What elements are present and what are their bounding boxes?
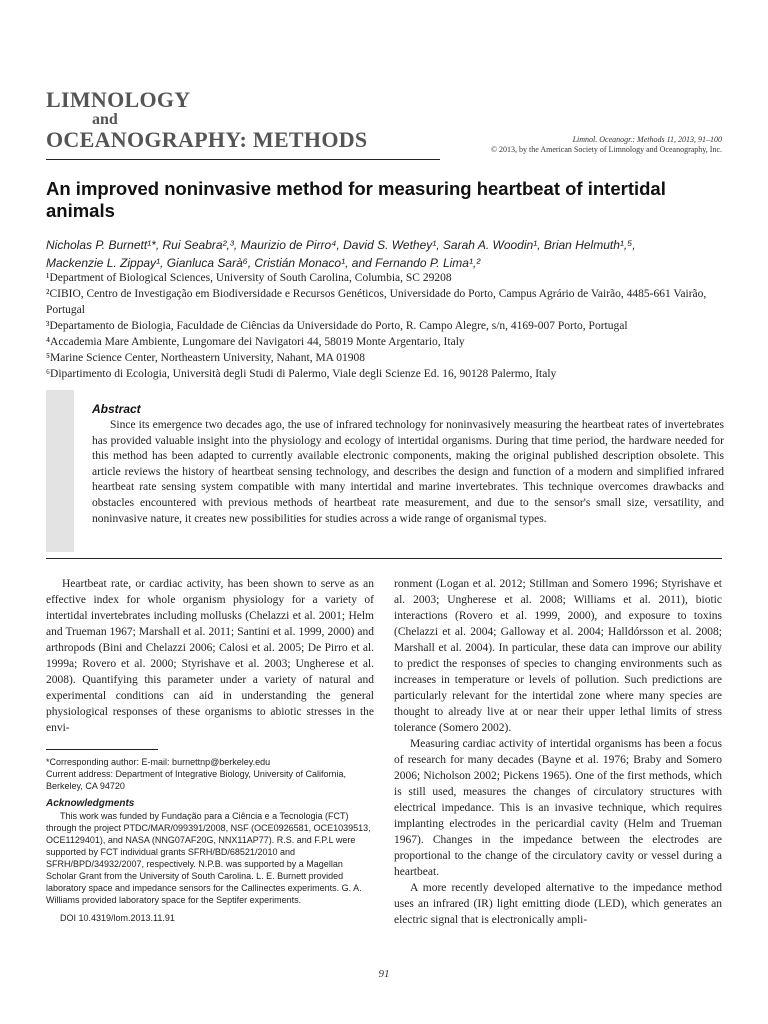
body-paragraph: Heartbeat rate, or cardiac activity, has been shown to serve as an effective index for whole organism physiology for a variety of intertidal invertebrates including mollusks (Chelazzi et al. 2001; Helm and Trueman 1967; Marshall et al. 2011; Santini et al. 1999, 2000) and arthropods (Bini and Chelazzi 2006; Calosi et al. 2005; De Pirro et al. 1999a; Rovero et al. 2000; Styrishave et al. 2003; Ungherese et al. 2008). Quantifying this parameter under a variety of natural and experimental conditions can aid in understanding the general physiological responses of these organisms to abiotic stresses in the envi- xyxy=(46,578,374,734)
body-paragraph: Measuring cardiac activity of intertidal organisms has been a focus of research for many decades (Bayne et al. 1976; Braby and Somero 2006; Nicholson 2002; Pickens 1965). One of the first methods, which is still used, measures the changes of circulatory structures with electrical impedance. This is an invasive technique, which requires implanting electrodes in the pericardial cavity (Helm and Trueman 1967). Changes in the impedance between the electrodes are proportional to the change of the circulatory cavity or vessel during a heartbeat. xyxy=(394,738,722,878)
abstract-heading: Abstract xyxy=(92,402,141,416)
current-address: Current address: Department of Integrative Biology, University of California, Berkeley, CA 94720 xyxy=(46,769,346,791)
affiliation: ⁴Accademia Mare Ambiente, Lungomare dei Navigatori 44, 58019 Monte Argentario, Italy xyxy=(46,336,465,348)
affiliation: ³Departamento de Biologia, Faculdade de Ciências da Universidade do Porto, R. Campo Alegre, s/n, 4169-007 Porto, Portugal xyxy=(46,320,628,332)
journal-name-line1: LIMNOLOGY xyxy=(46,87,191,112)
corresponding-author: *Corresponding author: E-mail: burnettnp@berkeley.edu xyxy=(46,757,271,767)
affiliation-list xyxy=(46,270,726,382)
body-paragraph: ronment (Logan et al. 2012; Stillman and Somero 1996; Styrishave et al. 2003; Ungherese et al. 2008; Williams et al. 2011), biotic interactions (Rovero et al. 1999, 2000), and exposure to toxins (Chelazzi et al. 2004; Galloway et al. 2004; Halldórsson et al. 2008; Marshall et al. 2004). In particular, these data can improve our ability to predict the responses of species to changing environments such as increases in temperature or levels of pollution. Such predictions are particularly relevant for the intertidal zone where many species are thought to already live at or near their upper lethal limits of stress tolerance (Somero 2002). xyxy=(394,578,722,734)
footnote-rule xyxy=(46,749,158,750)
abstract-side-bar xyxy=(46,390,74,552)
author-line-1: Nicholas P. Burnett¹*, Rui Seabra²,³, Maurizio de Pirro⁴, David S. Wethey¹, Sarah A. Woodin¹, Brian Helmuth¹,⁵, xyxy=(46,238,636,252)
page-number: 91 xyxy=(378,968,390,980)
masthead-rule xyxy=(46,159,440,160)
acknowledgments-text: This work was funded by Fundação para a Ciência e a Tecnologia (FCT) through the project PTDC/MAR/099391/2008, NSF (OCE0926581, OCE1039513, OCE1129401), and NASA (NNG07AF20G, NNX11AP77). R.S. and F.P.L were supported by FCT individual grants SFRH/BD/68521/2010 and SFRH/BPD/34932/2007, respectively. N.P.B. was supported by a Magellan Scholar Grant from the University of South Carolina. L. E. Burnett provided laboratory space and impedance sensors for the Callinectes experiments. G. A. Williams provided laboratory space for the Septifer experiments. xyxy=(46,811,371,905)
citation-copyright: © 2013, by the American Society of Limnology and Oceanography, Inc. xyxy=(490,145,722,154)
body-column-left xyxy=(46,576,374,736)
acknowledgments-heading: Acknowledgments xyxy=(46,798,135,809)
body-column-right xyxy=(394,576,722,928)
journal-name-line3: OCEANOGRAPHY: METHODS xyxy=(46,127,368,152)
abstract-section xyxy=(92,400,724,527)
author-list xyxy=(46,236,726,272)
doi: DOI 10.4319/lom.2013.11.91 xyxy=(60,913,175,923)
abstract-text: Since its emergence two decades ago, the use of infrared technology for noninvasively measuring the heartbeat rates of invertebrates has provided valuable insight into the physiology and ecology of intertidal organisms. During that time period, the hardware needed for this method has been adapted to currently available electronic components, making the original published description obsolete. This article reviews the history of heartbeat sensing technology, and describes the design and function of a modern and simplified infrared heartbeat rate sensing system compatible with many intertidal and marine invertebrates. This technique overcomes drawbacks and obstacles encountered with previous methods of heartbeat rate measurement, and due to the sensor's small size, versatility, and noninvasive nature, it creates new possibilities for studies across a wide range of organismal types. xyxy=(92,419,724,525)
article-title: An improved noninvasive method for measuring heartbeat of intertidal animals xyxy=(46,178,666,221)
affiliation: ⁵Marine Science Center, Northeastern University, Nahant, MA 01908 xyxy=(46,352,365,364)
citation-journal: Limnol. Oceanogr.: Methods 11, 2013, 91–100 xyxy=(572,135,722,144)
footnotes xyxy=(46,756,374,924)
affiliation: ²CIBIO, Centro de Investigação em Biodiversidade e Recursos Genéticos, Universidade do Porto, Campus Agrário de Vairão, 4485-661 Vairão, Portugal xyxy=(46,288,707,316)
journal-masthead xyxy=(46,88,446,152)
affiliation: ¹Department of Biological Sciences, University of South Carolina, Columbia, SC 29208 xyxy=(46,272,452,284)
abstract-rule xyxy=(46,558,722,559)
citation-block xyxy=(491,135,722,155)
body-paragraph: A more recently developed alternative to the impedance method uses an infrared (IR) light emitting diode (LED), which generates an electric signal that is electronically ampli- xyxy=(394,882,722,926)
author-line-2: Mackenzie L. Zippay¹, Gianluca Sarà⁶, Cristián Monaco¹, and Fernando P. Lima¹,² xyxy=(46,256,481,270)
journal-name-line2: and xyxy=(92,111,118,128)
affiliation: ⁶Dipartimento di Ecologia, Università degli Studi di Palermo, Viale degli Scienze Ed. 16, 90128 Palermo, Italy xyxy=(46,368,557,380)
